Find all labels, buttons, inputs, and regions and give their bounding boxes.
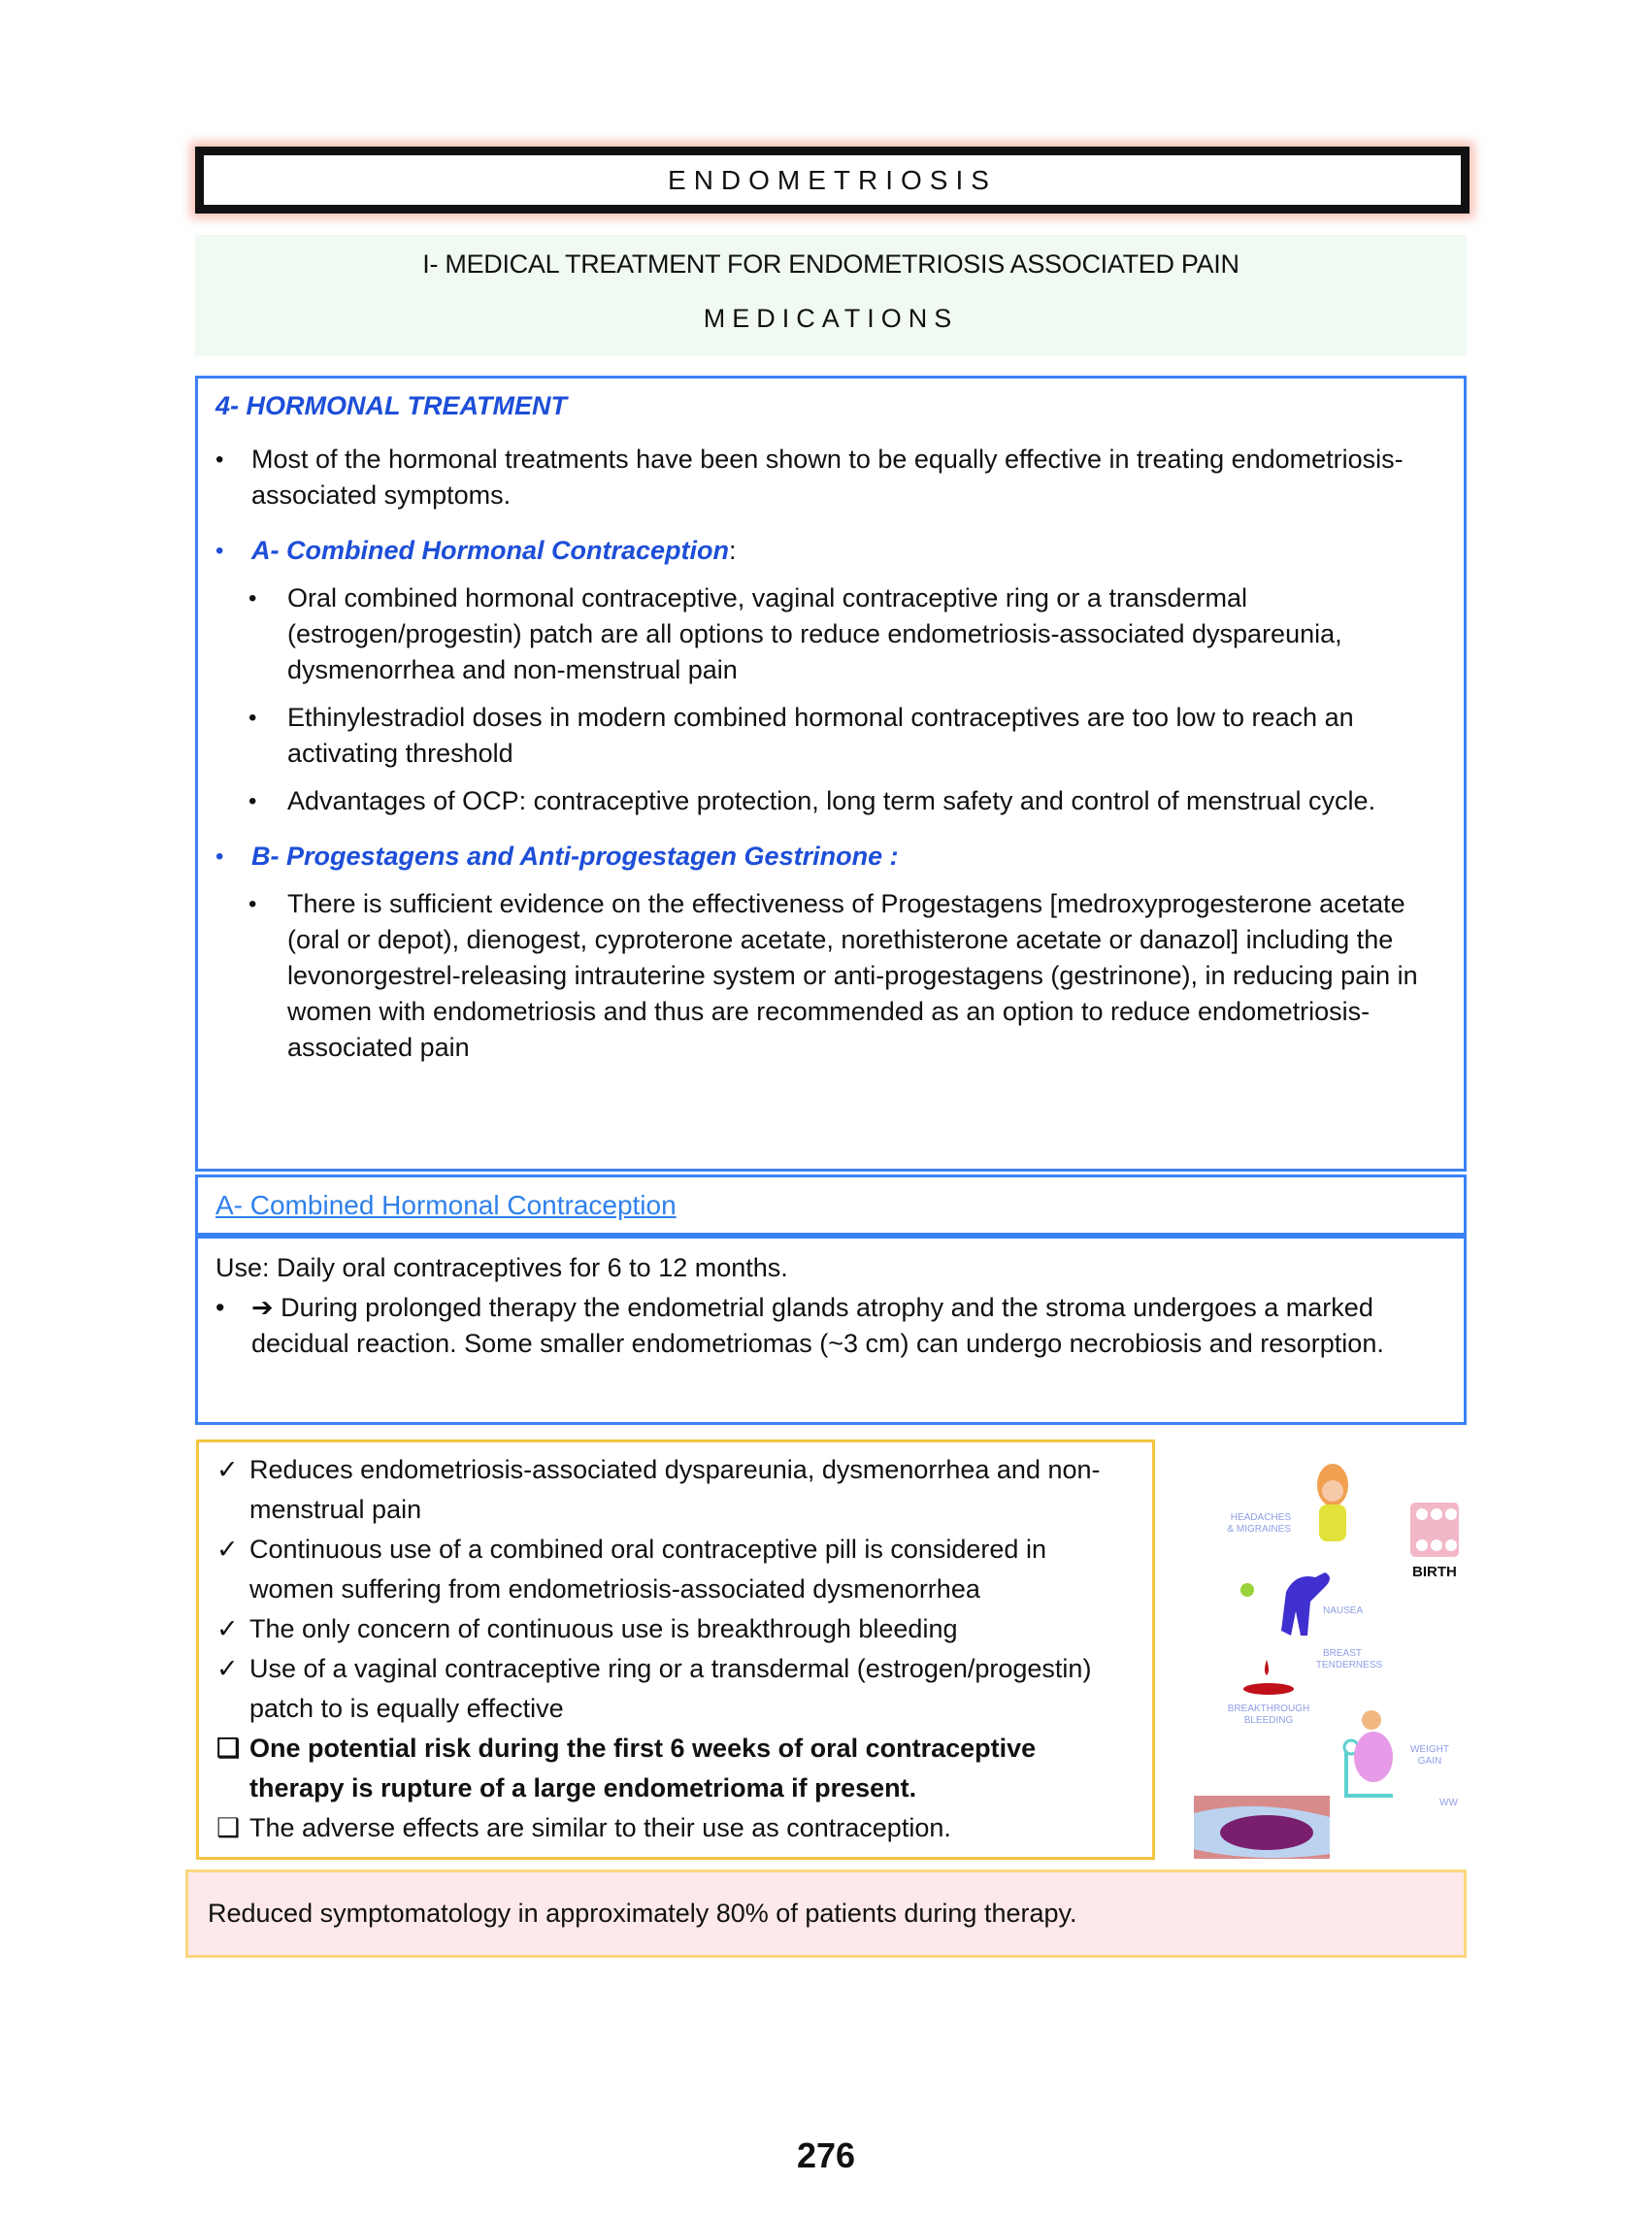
chc-use-box — [195, 1236, 1467, 1425]
section-title: MEDICATIONS — [703, 304, 959, 333]
endometrioma-image — [1194, 1796, 1330, 1859]
hormonal-heading: 4- HORMONAL TREATMENT — [215, 391, 567, 420]
label-tenderness: TENDERNESS — [1315, 1660, 1383, 1670]
check-icon: ✓ — [216, 1455, 239, 1484]
checklist-item — [216, 1530, 1135, 1609]
checklist-text: The only concern of continuous use is breakthrough bleeding — [249, 1614, 958, 1643]
check-icon: ✓ — [216, 1654, 239, 1683]
checklist-item — [216, 1808, 1135, 1848]
pill-icon — [1240, 1583, 1254, 1597]
box-icon: ❑ — [216, 1813, 241, 1842]
chc-heading: A- Combined Hormonal Contraception — [251, 536, 729, 565]
list-item: • Advantages of OCP: contraceptive protection, long term safety and control of menstrual cycle. — [213, 783, 1446, 819]
box-icon: ❑ — [216, 1734, 241, 1763]
progestagens-heading: B- Progestagens and Anti-progestagen Gestrinone : — [251, 842, 899, 871]
intro-text: Most of the hormonal treatments have been shown to be equally effective in treating endometriosis-associated symptoms. — [251, 445, 1404, 510]
summary-text: Reduced symptomatology in approximately 80% of patients during therapy. — [208, 1899, 1077, 1928]
label-nausea: NAUSEA — [1323, 1605, 1364, 1616]
intro-bullet — [215, 442, 1446, 513]
page-title: ENDOMETRIOSIS — [668, 164, 997, 195]
checklist-item — [216, 1729, 1135, 1808]
hormonal-treatment-box — [195, 376, 1467, 1172]
detail-bullet — [215, 1290, 1446, 1362]
checklist-box — [196, 1439, 1155, 1860]
checklist-text: Use of a vaginal contraceptive ring or a transdermal (estrogen/progestin) patch to is equally effective — [249, 1654, 1092, 1723]
side-effects-illustration — [1189, 1456, 1470, 1859]
colon: : — [729, 536, 737, 565]
checklist-item — [216, 1450, 1135, 1530]
label-migraines: & MIGRAINES — [1227, 1524, 1291, 1535]
section-header — [195, 235, 1467, 356]
check-icon: ✓ — [216, 1535, 239, 1564]
chc-link-box — [195, 1174, 1467, 1236]
blood-drop-icon — [1243, 1660, 1294, 1695]
label-breakthrough: BREAKTHROUGH — [1227, 1703, 1310, 1714]
summary-box — [185, 1869, 1467, 1958]
chc-bullet — [215, 533, 1446, 819]
progestagens-bullet — [215, 839, 1446, 1066]
check-icon: ✓ — [216, 1614, 239, 1643]
pill-pack-icon — [1410, 1503, 1459, 1557]
checklist-text: Reduces endometriosis-associated dyspareunia, dysmenorrhea and non-menstrual pain — [249, 1455, 1101, 1524]
bullet-icon: • — [215, 1293, 225, 1322]
chc-link[interactable]: A- Combined Hormonal Contraception — [215, 1189, 677, 1220]
arrow-icon: ➔ — [251, 1293, 274, 1322]
label-headaches: HEADACHES — [1230, 1512, 1291, 1523]
nausea-figure-icon — [1281, 1572, 1330, 1636]
list-item: • Ethinylestradiol doses in modern combined hormonal contraceptives are too low to reach an activating threshold — [213, 700, 1446, 772]
label-www: WW — [1439, 1798, 1458, 1808]
use-text: Use: Daily oral contraceptives for 6 to 12 months. — [215, 1253, 788, 1282]
section-subtitle: I- MEDICAL TREATMENT FOR ENDOMETRIOSIS ASSOCIATED PAIN — [422, 249, 1239, 279]
checklist-text: The adverse effects are similar to their use as contraception. — [249, 1813, 951, 1842]
label-birth: BIRTH — [1412, 1564, 1457, 1580]
list-item: • Oral combined hormonal contraceptive, vaginal contraceptive ring or a transdermal (estrogen/progestin) patch are all options to reduce endometriosis-associated dyspareunia, dysmenorrhea and non-menstrual pain — [213, 580, 1446, 688]
title-box — [195, 147, 1470, 214]
checklist-item — [216, 1649, 1135, 1729]
label-gain: GAIN — [1417, 1756, 1442, 1767]
checklist-text: One potential risk during the first 6 weeks of oral contraceptive therapy is rupture of a large endometrioma if present. — [249, 1734, 1037, 1803]
headache-woman-icon — [1317, 1464, 1348, 1541]
weight-gain-icon — [1344, 1710, 1393, 1796]
detail-text: During prolonged therapy the endometrial glands atrophy and the stroma undergoes a marked decidual reaction. Some smaller endometriomas (~3 cm) can undergo necrobiosis and resorption. — [251, 1293, 1384, 1358]
label-weight: WEIGHT — [1410, 1744, 1449, 1755]
page-number: 276 — [796, 2135, 856, 2175]
list-item: • There is sufficient evidence on the effectiveness of Progestagens [medroxyprogesterone acetate (oral or depot), dienogest, cyproterone acetate, norethisterone acetate or danazol] including the levonorgestrel-releasing intrauterine system or anti-progestagens (gestrinone), in reducing pain in women with endometriosis and thus are recommended as an option to reduce endometriosis-associated pain — [213, 886, 1446, 1066]
checklist-text: Continuous use of a combined oral contraceptive pill is considered in women suffering from endometriosis-associated dysmenorrhea — [249, 1535, 1046, 1604]
label-breast: BREAST — [1322, 1648, 1363, 1659]
checklist-item — [216, 1609, 1135, 1649]
label-bleeding: BLEEDING — [1243, 1715, 1294, 1726]
